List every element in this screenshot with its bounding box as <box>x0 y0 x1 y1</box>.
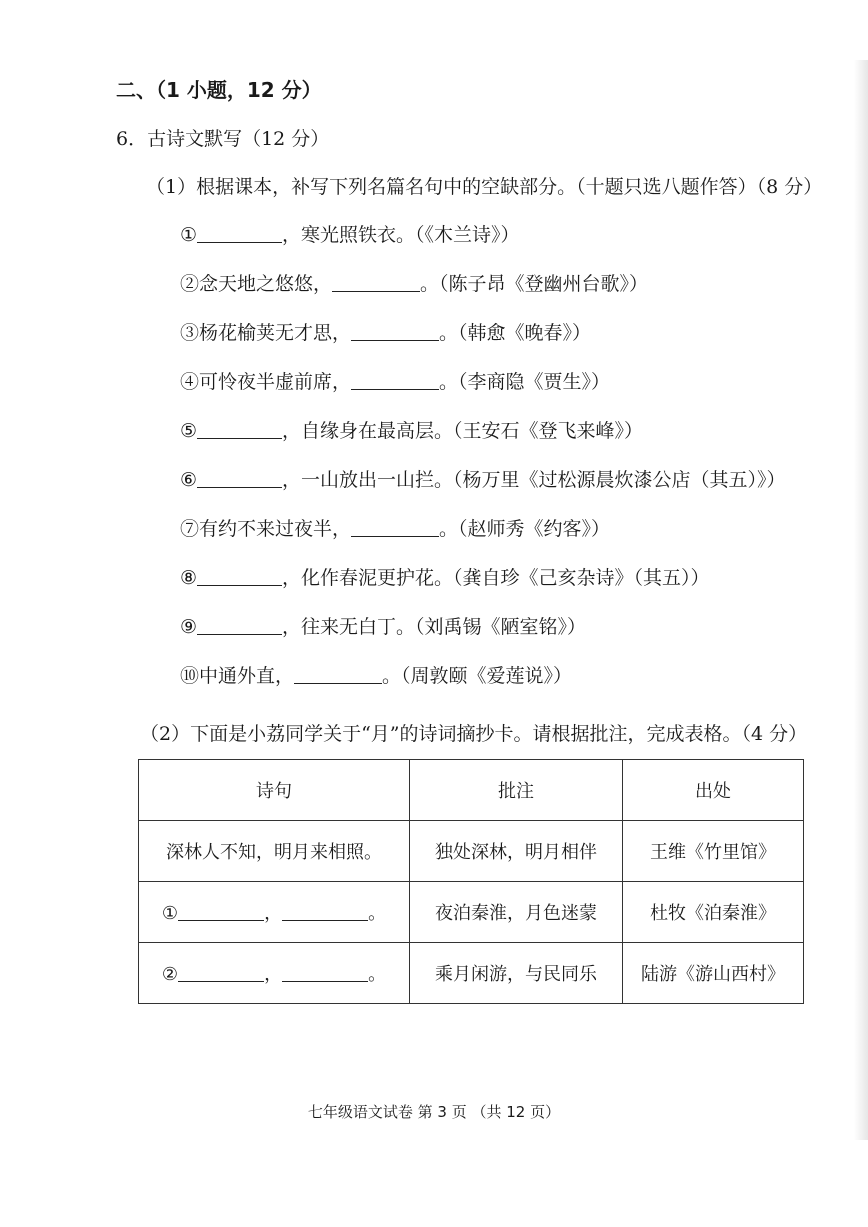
part-2-instruction: （2）下面是小荔同学关于“月”的诗词摘抄卡。请根据批注，完成表格。（4 分） <box>140 723 808 745</box>
source-cell: 杜牧《泊秦淮》 <box>623 882 804 943</box>
source-cell: 王维《竹里馆》 <box>623 821 804 882</box>
list-item: ⑤ ，自缘身在最高层。（王安石《登飞来峰》） <box>180 420 644 442</box>
answer-blank[interactable] <box>197 567 282 586</box>
note-cell: 乘月闲游，与民同乐 <box>410 943 623 1004</box>
part-1-instruction: （1）根据课本，补写下列名篇名句中的空缺部分。（十题只选八题作答）（8 分） <box>146 176 823 198</box>
list-item: ⑨ ，往来无白丁。（刘禹锡《陋室铭》） <box>180 616 587 638</box>
answer-blank[interactable] <box>197 420 282 439</box>
list-item: ③杨花榆荚无才思， 。（韩愈《晚春》） <box>180 322 592 344</box>
header-source: 出处 <box>623 760 804 821</box>
answer-blank[interactable] <box>178 904 264 921</box>
question-6-title: 6．古诗文默写（12 分） <box>116 128 330 150</box>
list-item: ②念天地之悠悠， 。（陈子昂《登幽州台歌》） <box>180 273 649 295</box>
table-row <box>139 943 804 1004</box>
answer-blank[interactable] <box>351 322 439 341</box>
list-item: ⑥ ，一山放出一山拦。（杨万里《过松源晨炊漆公店（其五）》） <box>180 469 786 491</box>
table-header-row <box>139 760 804 821</box>
answer-blank[interactable] <box>294 665 382 684</box>
table-row <box>139 882 804 943</box>
answer-blank[interactable] <box>332 273 420 292</box>
header-verse: 诗句 <box>139 760 410 821</box>
list-item: ① ，寒光照铁衣。（《木兰诗》） <box>180 224 520 246</box>
header-note: 批注 <box>410 760 623 821</box>
verse-cell: ① ， 。 <box>139 882 410 943</box>
answer-blank[interactable] <box>282 965 368 982</box>
list-item: ⑩中通外直， 。（周敦颐《爱莲说》） <box>180 665 573 687</box>
note-cell: 夜泊秦淮，月色迷蒙 <box>410 882 623 943</box>
answer-blank[interactable] <box>351 518 439 537</box>
table-row <box>139 821 804 882</box>
list-item: ④可怜夜半虚前席， 。（李商隐《贾生》） <box>180 371 611 393</box>
list-item: ⑧ ，化作春泥更护花。（龚自珍《己亥杂诗》（其五）） <box>180 567 710 589</box>
source-cell: 陆游《游山西村》 <box>623 943 804 1004</box>
verse-cell: 深林人不知，明月来相照。 <box>139 821 410 882</box>
poem-card-table <box>138 759 804 1004</box>
answer-blank[interactable] <box>282 904 368 921</box>
note-cell: 独处深林，明月相伴 <box>410 821 623 882</box>
list-item: ⑦有约不来过夜半， 。（赵师秀《约客》） <box>180 518 611 540</box>
answer-blank[interactable] <box>197 224 282 243</box>
section-title: 二、（1 小题，12 分） <box>116 78 322 102</box>
page-footer: 七年级语文试卷 第 3 页 （共 12 页） <box>307 1103 561 1121</box>
answer-blank[interactable] <box>178 965 264 982</box>
answer-blank[interactable] <box>197 616 282 635</box>
answer-blank[interactable] <box>351 371 439 390</box>
answer-blank[interactable] <box>197 469 282 488</box>
page-edge-shadow <box>854 60 868 1140</box>
verse-cell: ② ， 。 <box>139 943 410 1004</box>
